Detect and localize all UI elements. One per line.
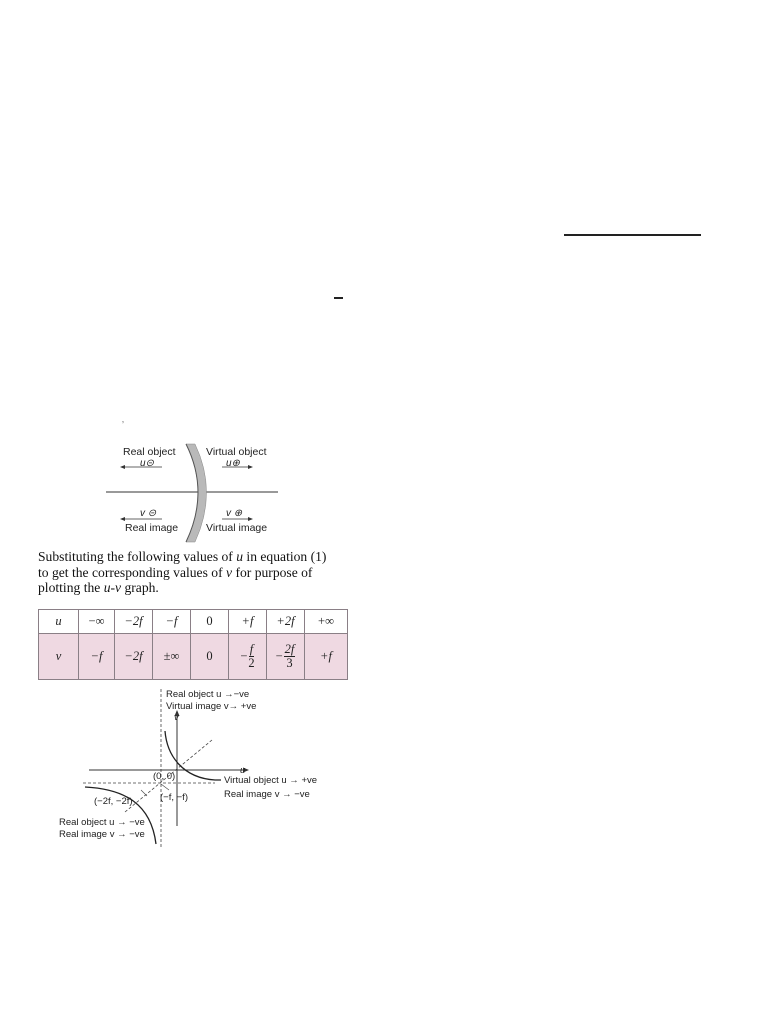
real-image-arrowhead	[120, 517, 125, 521]
table-cell: 0	[191, 634, 229, 680]
real-image-label: Real image	[125, 522, 179, 534]
table-cell: u	[39, 610, 79, 634]
virtual-image-label: Virtual image	[206, 522, 268, 534]
table-cell	[229, 634, 267, 680]
fraction-minus-f-over-2: − $\frac{f}{2}$	[240, 642, 255, 670]
table-cell: v	[39, 634, 79, 680]
table-cell: +∞	[305, 610, 348, 634]
graph-label-real-object-top: Real object u →−ve	[166, 689, 250, 700]
real-object-label: Real object	[123, 446, 176, 458]
graph-label-real-image-right: Real image v → −ve	[224, 789, 310, 800]
paragraph-line-1: Substituting the following values of u in equation (1)	[38, 549, 327, 564]
instruction-paragraph	[38, 549, 350, 596]
v-negative-label: v ⊝	[140, 508, 157, 519]
table-cell: −2f	[115, 634, 153, 680]
table-cell: +f	[305, 634, 348, 680]
virtual-object-arrowhead	[248, 465, 253, 469]
paragraph-line-2: to get the corresponding values of v for purpose of	[38, 564, 313, 580]
real-object-arrowhead	[120, 465, 125, 469]
point-minus-f-label: (−f, −f)	[160, 792, 188, 803]
pointer-f	[161, 784, 169, 790]
table-cell: −2f	[115, 610, 153, 634]
u-negative-label: u⊝	[140, 458, 154, 469]
fraction-minus-2f-over-3: − $\frac{2f}{3}$	[275, 642, 295, 670]
table-cell: +2f	[267, 610, 305, 634]
graph-label-virtual-object: Virtual object u → +ve	[224, 775, 318, 786]
table-cell: ±∞	[153, 634, 191, 680]
table-row-u	[39, 610, 348, 634]
graph-label-virtual-image: Virtual image v→ +ve	[166, 701, 257, 712]
table-row-v	[39, 634, 348, 680]
origin-label: (0, 0)	[153, 771, 176, 782]
graph-label-real-image-bottom: Real image v → −ve	[59, 829, 145, 840]
virtual-image-arrowhead	[248, 517, 253, 521]
uv-values-table	[38, 609, 348, 680]
paragraph-line-3: plotting the u-v graph.	[38, 580, 159, 595]
convex-mirror	[186, 444, 207, 542]
table-cell: −f	[79, 634, 115, 680]
v-positive-label: v ⊕	[226, 508, 243, 519]
table-cell: −f	[153, 610, 191, 634]
u-positive-label: u⊕	[226, 458, 240, 469]
table-cell: 0	[191, 610, 229, 634]
underline-rule	[564, 234, 701, 236]
u-axis-label: u	[240, 765, 246, 776]
pointer-2f	[141, 790, 147, 796]
dash-mark	[334, 297, 343, 299]
virtual-object-label: Virtual object	[206, 446, 267, 458]
graph-label-real-object-bottom: Real object u → −ve	[59, 817, 145, 828]
tick-mark: ʼ	[122, 420, 124, 430]
table-cell: +f	[229, 610, 267, 634]
table-cell	[267, 634, 305, 680]
v-axis-label: v	[174, 712, 179, 723]
point-minus-2f-label: (−2f, −2f)	[94, 796, 133, 807]
table-cell: −∞	[79, 610, 115, 634]
